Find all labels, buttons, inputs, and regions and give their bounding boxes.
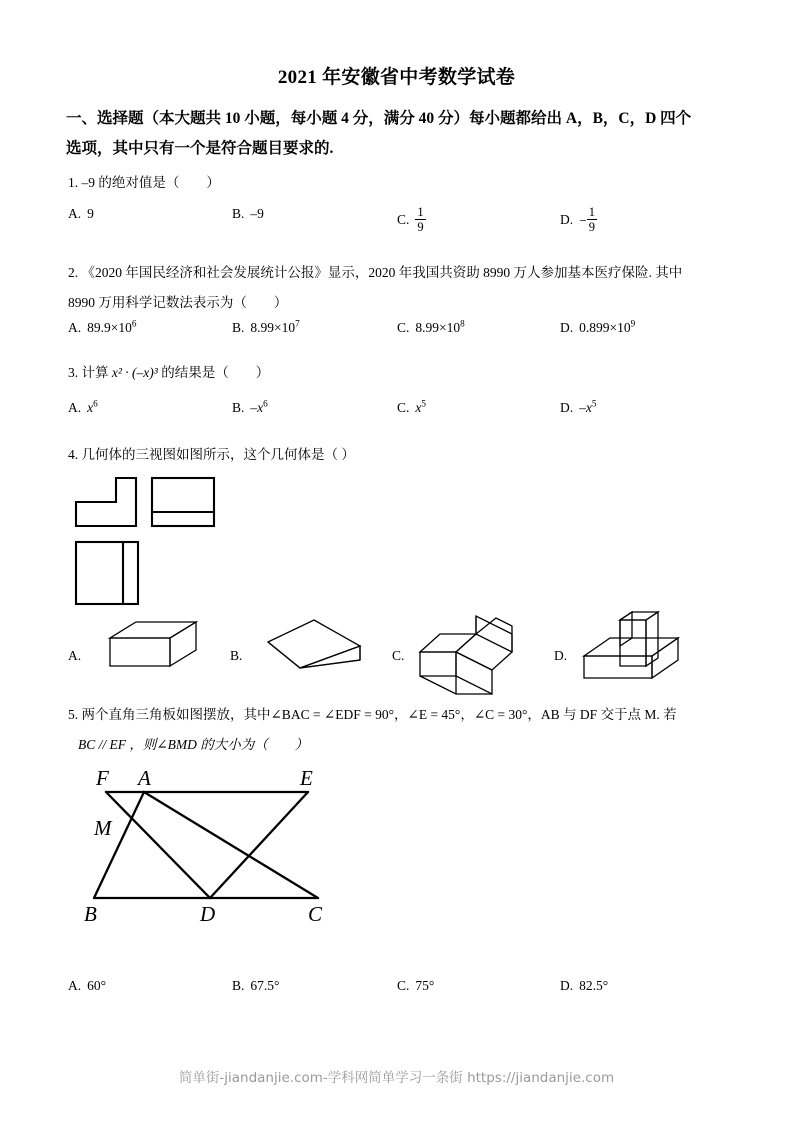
option-1c-numerator: 1 [417, 205, 424, 219]
option-2d[interactable] [560, 320, 635, 336]
side-view-rectangle [152, 478, 214, 526]
geo-label-M: M [94, 816, 112, 840]
section-intro-line-1: 一、选择题（本大题共 10 小题，每小题 4 分，满分 40 分）每小题都给出 A，B，C，D 四个 [66, 110, 692, 127]
option-1d[interactable] [560, 206, 597, 235]
option-2c[interactable] [397, 320, 465, 336]
top-view-rectangle [76, 542, 138, 604]
l-shaped-solid [420, 608, 512, 694]
question-1-stem [68, 168, 736, 198]
option-2b[interactable] [232, 320, 300, 336]
option-3c-variable: x [415, 400, 422, 415]
question-2-text-line-2: 8990 万用科学记数法表示为（ ） [68, 295, 288, 310]
option-3a-exponent: 6 [93, 398, 98, 409]
option-2c-base: 10 [446, 320, 461, 335]
option-3b-label: B. [232, 400, 245, 415]
option-1b[interactable] [232, 206, 264, 222]
question-5-options [68, 978, 740, 1012]
option-2a-mantissa: 89.9 [87, 320, 111, 335]
option-1a-value: 9 [87, 206, 94, 221]
option-2a-exponent: 6 [131, 318, 137, 329]
question-2-text-line-1: 《2020 年国民经济和社会发展统计公报》显示，2020 年我国共资助 8990 万人参加基本医疗保险. 其中 [81, 265, 683, 280]
question-2-stem [68, 258, 736, 288]
question-1-number: 1. [68, 175, 79, 190]
footer-watermark: 简单街-jiandanjie.com-学科网简单学习一条街 https://jiandanjie.com [178, 1070, 615, 1086]
three-view-figure [68, 474, 298, 614]
question-3-expression: x² · (–x)³ [111, 365, 158, 380]
question-2-options [68, 320, 740, 354]
option-1d-label: D. [560, 211, 574, 227]
option-5d-label: D. [560, 978, 574, 993]
option-5b-label: B. [232, 978, 245, 993]
option-3a[interactable] [68, 400, 98, 416]
geo-label-A: A [138, 766, 151, 790]
option-2b-times: × [274, 320, 282, 335]
option-5d[interactable] [560, 978, 608, 994]
front-view-l-shape [76, 478, 136, 526]
slab-with-vertical-bar-solid [584, 612, 678, 678]
option-3c-label: C. [397, 400, 410, 415]
question-1-text: –9 的绝对值是（ ） [81, 175, 220, 190]
question-5-number: 5. [68, 707, 79, 722]
option-5a-label: A. [68, 978, 82, 993]
geo-label-E: E [300, 766, 313, 790]
option-5c[interactable] [397, 978, 434, 994]
option-3d-label: D. [560, 400, 574, 415]
option-3c-exponent: 5 [421, 398, 426, 409]
option-4a-label: A. [68, 648, 82, 663]
option-3b-sign: – [250, 400, 258, 415]
question-3-number: 3. [68, 365, 79, 380]
option-3b-variable: x [257, 400, 264, 415]
option-3b[interactable] [232, 400, 268, 416]
option-5d-value: 82.5° [579, 978, 609, 993]
option-2a-label: A. [68, 320, 82, 335]
option-3d-sign: – [579, 400, 586, 415]
option-3d-exponent: 5 [591, 398, 597, 409]
option-1d-denominator: 9 [588, 220, 595, 234]
option-2b-mantissa: 8.99 [250, 320, 275, 335]
option-2b-label: B. [232, 320, 245, 335]
question-3-text-suffix: 的结果是（ ） [157, 365, 270, 380]
option-2c-times: × [439, 320, 447, 335]
option-2a[interactable] [68, 320, 136, 336]
question-3-text-prefix: 计算 [81, 365, 112, 380]
option-2d-times: × [609, 320, 618, 335]
option-3d[interactable] [560, 400, 596, 416]
segment-AB [94, 792, 144, 898]
segment-FD [106, 792, 210, 898]
section-intro-line-2: 选项，其中只有一个是符合题目要求的. [66, 140, 334, 157]
option-1b-value: –9 [250, 206, 264, 221]
option-5b[interactable] [232, 978, 279, 994]
question-2-stem-continued [68, 288, 736, 318]
option-4c-label: C. [392, 648, 405, 663]
option-3a-variable: x [87, 400, 94, 415]
option-2b-base: 10 [281, 320, 296, 335]
question-5-text-line-1: 两个直角三角板如图摆放，其中∠BAC = ∠EDF = 90°，∠E = 45°，∠C = 30°，AB 与 DF 交于点 M. 若 [81, 707, 677, 722]
question-5-geometry-figure [72, 766, 372, 940]
option-1c-fraction [415, 205, 425, 234]
option-3c[interactable] [397, 400, 426, 416]
option-1d-minus-sign: − [579, 212, 587, 228]
option-2c-mantissa: 8.99 [415, 320, 440, 335]
question-4-text: 几何体的三视图如图所示，这个几何体是（ ） [81, 447, 355, 462]
option-1a-label: A. [68, 206, 82, 221]
question-4-option-figures [62, 608, 742, 704]
option-3a-label: A. [68, 400, 82, 415]
question-4-number: 4. [68, 447, 79, 462]
option-1d-fraction [587, 205, 597, 234]
option-5b-value: 67.5° [250, 978, 280, 993]
page-title: 2021 年安徽省中考数学试卷 [277, 67, 516, 88]
option-3d-variable: x [585, 400, 592, 415]
question-1-options [68, 206, 740, 240]
option-2d-exponent: 9 [630, 318, 636, 329]
option-1c-denominator: 9 [417, 220, 424, 234]
wedge-prism-solid [268, 620, 360, 668]
option-1b-label: B. [232, 206, 245, 221]
flat-slab-solid [110, 622, 196, 666]
geo-label-C: C [308, 902, 323, 926]
option-2b-exponent: 7 [295, 318, 300, 329]
question-3-options [68, 400, 740, 434]
option-5c-value: 75° [415, 978, 435, 993]
option-5a[interactable] [68, 978, 106, 994]
question-3-stem [68, 358, 736, 388]
geo-label-D: D [200, 902, 216, 926]
option-2d-base: 10 [617, 320, 631, 335]
question-4-stem [68, 440, 736, 470]
option-2c-exponent: 8 [460, 318, 465, 329]
option-1c[interactable] [397, 206, 426, 235]
option-3b-exponent: 6 [263, 398, 268, 409]
option-5c-label: C. [397, 978, 410, 993]
option-2d-mantissa: 0.899 [579, 320, 610, 335]
option-2a-base: 10 [118, 320, 132, 335]
option-5a-value: 60° [87, 978, 107, 993]
question-2-number: 2. [68, 265, 79, 280]
option-4d-label: D. [554, 648, 568, 663]
option-4b-label: B. [230, 648, 243, 663]
option-2c-label: C. [397, 320, 410, 335]
question-5-stem-continued [78, 730, 746, 760]
geo-label-B: B [84, 902, 97, 926]
section-intro [66, 104, 738, 164]
option-1c-label: C. [397, 211, 410, 227]
option-1d-numerator: 1 [588, 205, 595, 219]
question-5-text-line-2: BC // EF ，则∠BMD 的大小为（ ） [78, 737, 309, 752]
geo-label-F: F [96, 766, 109, 790]
question-5-stem [68, 700, 736, 730]
option-1a[interactable] [68, 206, 94, 222]
option-2d-label: D. [560, 320, 574, 335]
option-2a-times: × [110, 320, 119, 335]
